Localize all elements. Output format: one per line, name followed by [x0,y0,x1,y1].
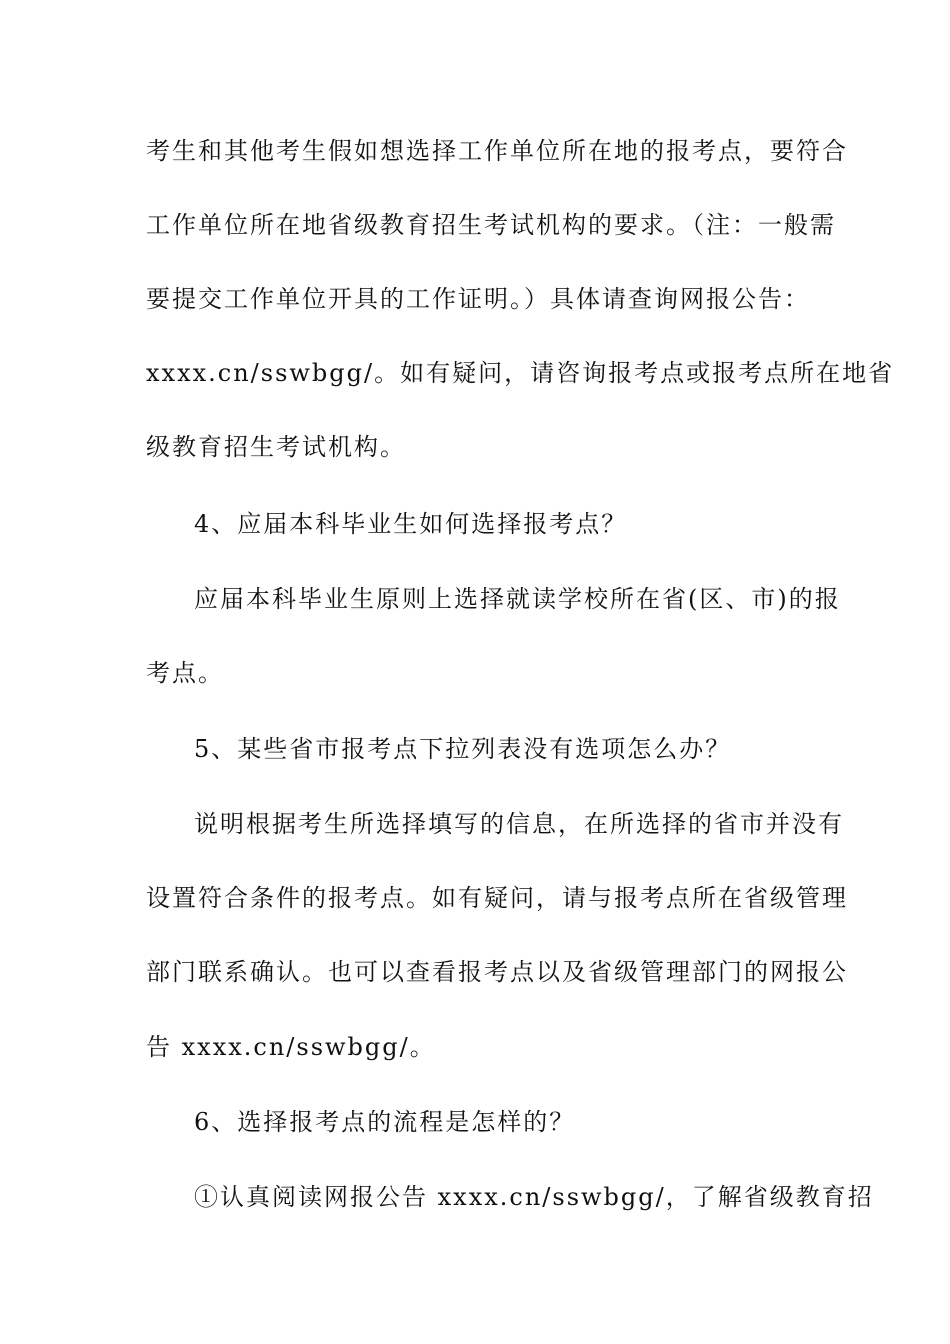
body-text-line: 工作单位所在地省级教育招生考试机构的要求。（注：一般需 [146,211,836,239]
answer-text-line: 考点。 [146,659,224,687]
body-text-line: 考生和其他考生假如想选择工作单位所在地的报考点，要符合 [146,137,848,165]
body-text-line: xxxx.cn/sswbgg/。如有疑问，请咨询报考点或报考点所在地省 [146,359,895,387]
answer-text-line: 应届本科毕业生原则上选择就读学校所在省(区、市)的报 [194,585,841,613]
body-text-line: 级教育招生考试机构。 [146,433,406,461]
answer-text-line: 说明根据考生所选择填写的信息，在所选择的省市并没有 [194,810,844,838]
question-heading: 6、选择报考点的流程是怎样的？ [194,1108,576,1136]
answer-text-line: 部门联系确认。也可以查看报考点以及省级管理部门的网报公 [146,958,848,986]
answer-text-line: ①认真阅读网报公告 xxxx.cn/sswbgg/，了解省级教育招 [194,1183,874,1211]
answer-text-line: 告 xxxx.cn/sswbgg/。 [146,1033,436,1061]
question-heading: 4、应届本科毕业生如何选择报考点？ [194,510,628,538]
answer-text-line: 设置符合条件的报考点。如有疑问，请与报考点所在省级管理 [146,884,848,912]
question-heading: 5、某些省市报考点下拉列表没有选项怎么办？ [194,735,732,763]
body-text-line: 要提交工作单位开具的工作证明。）具体请查询网报公告： [146,285,810,313]
